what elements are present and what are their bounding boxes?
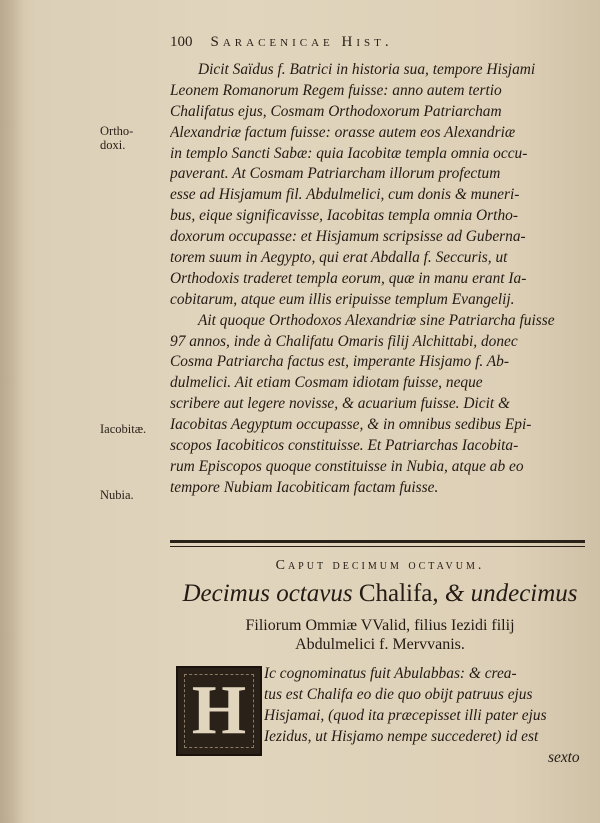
margin-note-iacobitae: Iacobitæ. <box>100 422 147 436</box>
heading-italic: Decimus octavus <box>182 580 353 607</box>
text-line: scribere aut legere novisse, & acuarium fuisse. Dicit & <box>170 395 510 413</box>
text-line: Dicit Saïdus f. Batrici in historia sua, tempore Hisjami <box>198 61 536 78</box>
text-line: Iacobitas Aegyptum occupasse, & in omnibus sedibus Epi- <box>170 416 532 434</box>
dropcap-ornament-border <box>184 674 254 748</box>
main-paragraph <box>170 60 590 499</box>
text-line: tempore Nubiam Iacobiticam factam fuisse. <box>170 478 439 496</box>
text-line: Orthodoxis traderet templa eorum, quæ in manu erant Ia- <box>170 269 527 287</box>
margin-note-line: doxi. <box>100 138 126 152</box>
text-line: cobitarum, atque eum illis eripuisse templum Evangelij. <box>170 290 515 308</box>
margin-note-orthodoxi <box>100 124 133 152</box>
text-line: paverant. At Cosmam Patriarcham illorum profectum <box>170 165 501 183</box>
chapter-subheading <box>170 616 590 654</box>
text-line: esse ad Hisjamum fil. Abdulmelici, cum donis & muneri- <box>170 186 520 204</box>
text-line: tus est Chalifa eo die quo obijt patruus ejus <box>264 685 533 703</box>
text-line: doxorum occupasse: et Hisjamum scripsisse ad Guberna- <box>170 228 526 246</box>
text-line: Iezidus, ut Hisjamo nempe succederet) id est <box>264 727 539 745</box>
second-paragraph <box>264 664 590 748</box>
text-line: rum Episcopos quoque constituisse in Nubia, atque ab eo <box>170 457 524 475</box>
heading-italic-2: & undecimus <box>444 580 578 607</box>
text-line: Cosma Patriarcha factus est, imperante Hisjamo f. Ab- <box>170 353 510 371</box>
text-line: in templo Sancti Sabæ: quia Iacobitæ templa omnia occu- <box>170 144 528 162</box>
text-line: scopos Iacobiticos constituisse. Et Patriarchas Iacobita- <box>170 437 519 455</box>
text-line: torem suum in Aegypto, qui erat Abdalla f. Seccuris, ut <box>170 249 508 267</box>
text-line: Ait quoque Orthodoxos Alexandriæ sine Patriarcha fuisse <box>198 311 555 329</box>
text-line: Alexandriæ factum fuisse: orasse autem eos Alexandriæ <box>170 123 516 141</box>
text-line: dulmelici. Ait etiam Cosmam idiotam fuisse, neque <box>170 374 483 392</box>
chapter-heading <box>170 580 590 608</box>
text-line: Hisjamai, (quod ita præcepisset illi pater ejus <box>264 706 547 724</box>
page-number: 100 <box>170 34 193 50</box>
catchword: sexto <box>548 749 580 766</box>
section-rule-thick <box>170 540 585 543</box>
margin-note-line: Ortho- <box>100 124 134 138</box>
margin-note-nubia: Nubia. <box>100 488 134 502</box>
running-header <box>170 34 580 51</box>
running-title: Saracenicae Hist. <box>210 34 393 50</box>
dropcap-letter: H <box>191 672 247 749</box>
text-line: 97 annos, inde à Chalifatu Omaris filij Alchittabi, donec <box>170 332 518 350</box>
text-line: Chalifatus ejus, Cosmam Orthodoxorum Patriarcham <box>170 102 502 120</box>
page-gutter-shadow <box>0 0 24 823</box>
heading-roman: Chalifa, <box>352 580 445 607</box>
ornamental-dropcap <box>176 666 262 756</box>
subheading-line: Abdulmelici f. Mervvanis. <box>295 636 465 653</box>
section-rule-thin <box>170 546 585 547</box>
text-line: Ic cognominatus fuit Abulabbas: & crea- <box>264 665 517 682</box>
subheading-line: Filiorum Ommiæ VValid, filius Iezidi filij <box>245 617 515 634</box>
chapter-title: Caput decimum octavum. <box>275 558 485 573</box>
text-line: bus, eique significavisse, Iacobitas templa omnia Ortho- <box>170 207 518 225</box>
text-line: Leonem Romanorum Regem fuisse: anno autem tertio <box>170 81 502 99</box>
